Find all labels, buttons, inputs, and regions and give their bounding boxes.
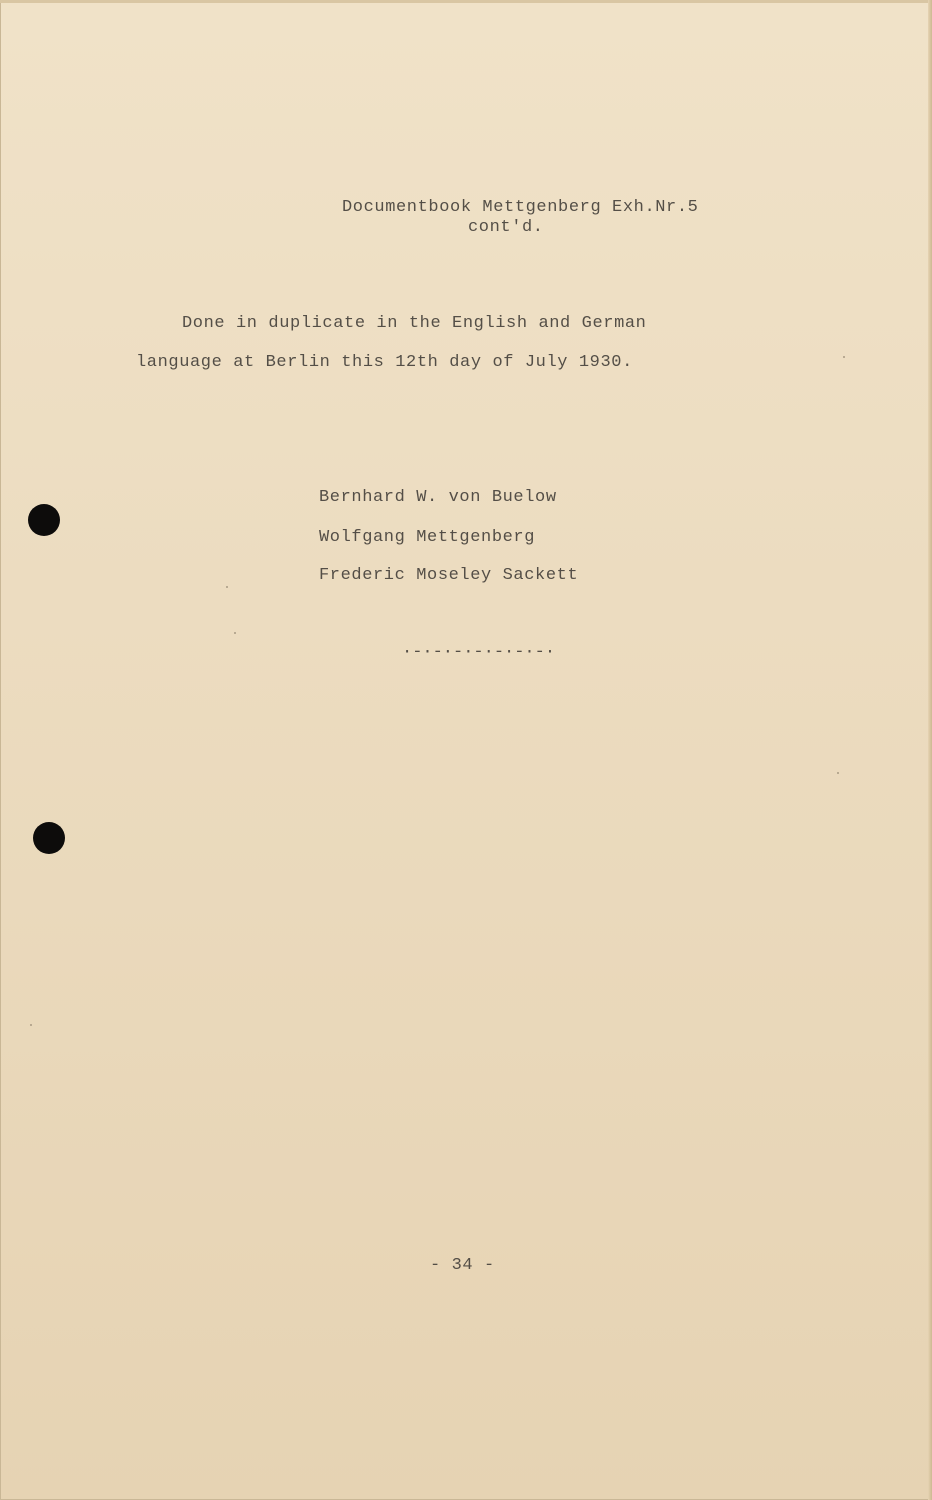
paper-speck — [30, 1024, 32, 1026]
page-number: - 34 - — [430, 1256, 495, 1275]
signatory-sackett: Frederic Moseley Sackett — [319, 566, 579, 585]
paper-speck — [837, 772, 839, 774]
punch-hole-upper — [28, 504, 60, 536]
section-divider: ·-·-·-·-·-·-·-· — [402, 643, 556, 662]
punch-hole-lower — [33, 822, 65, 854]
page-right-edge — [928, 0, 932, 1500]
body-text-line-1: Done in duplicate in the English and German — [182, 314, 647, 333]
paper-speck — [234, 632, 236, 634]
exhibit-header-continued: cont'd. — [468, 218, 544, 237]
body-text-line-2: language at Berlin this 12th day of July 1930. — [136, 353, 633, 372]
exhibit-header: Documentbook Mettgenberg Exh.Nr.5 — [342, 198, 699, 217]
page-top-edge — [0, 0, 932, 3]
paper-speck — [226, 586, 228, 588]
signatory-mettgenberg: Wolfgang Mettgenberg — [319, 528, 536, 547]
signatory-buelow: Bernhard W. von Buelow — [319, 488, 557, 507]
paper-speck — [843, 356, 845, 358]
